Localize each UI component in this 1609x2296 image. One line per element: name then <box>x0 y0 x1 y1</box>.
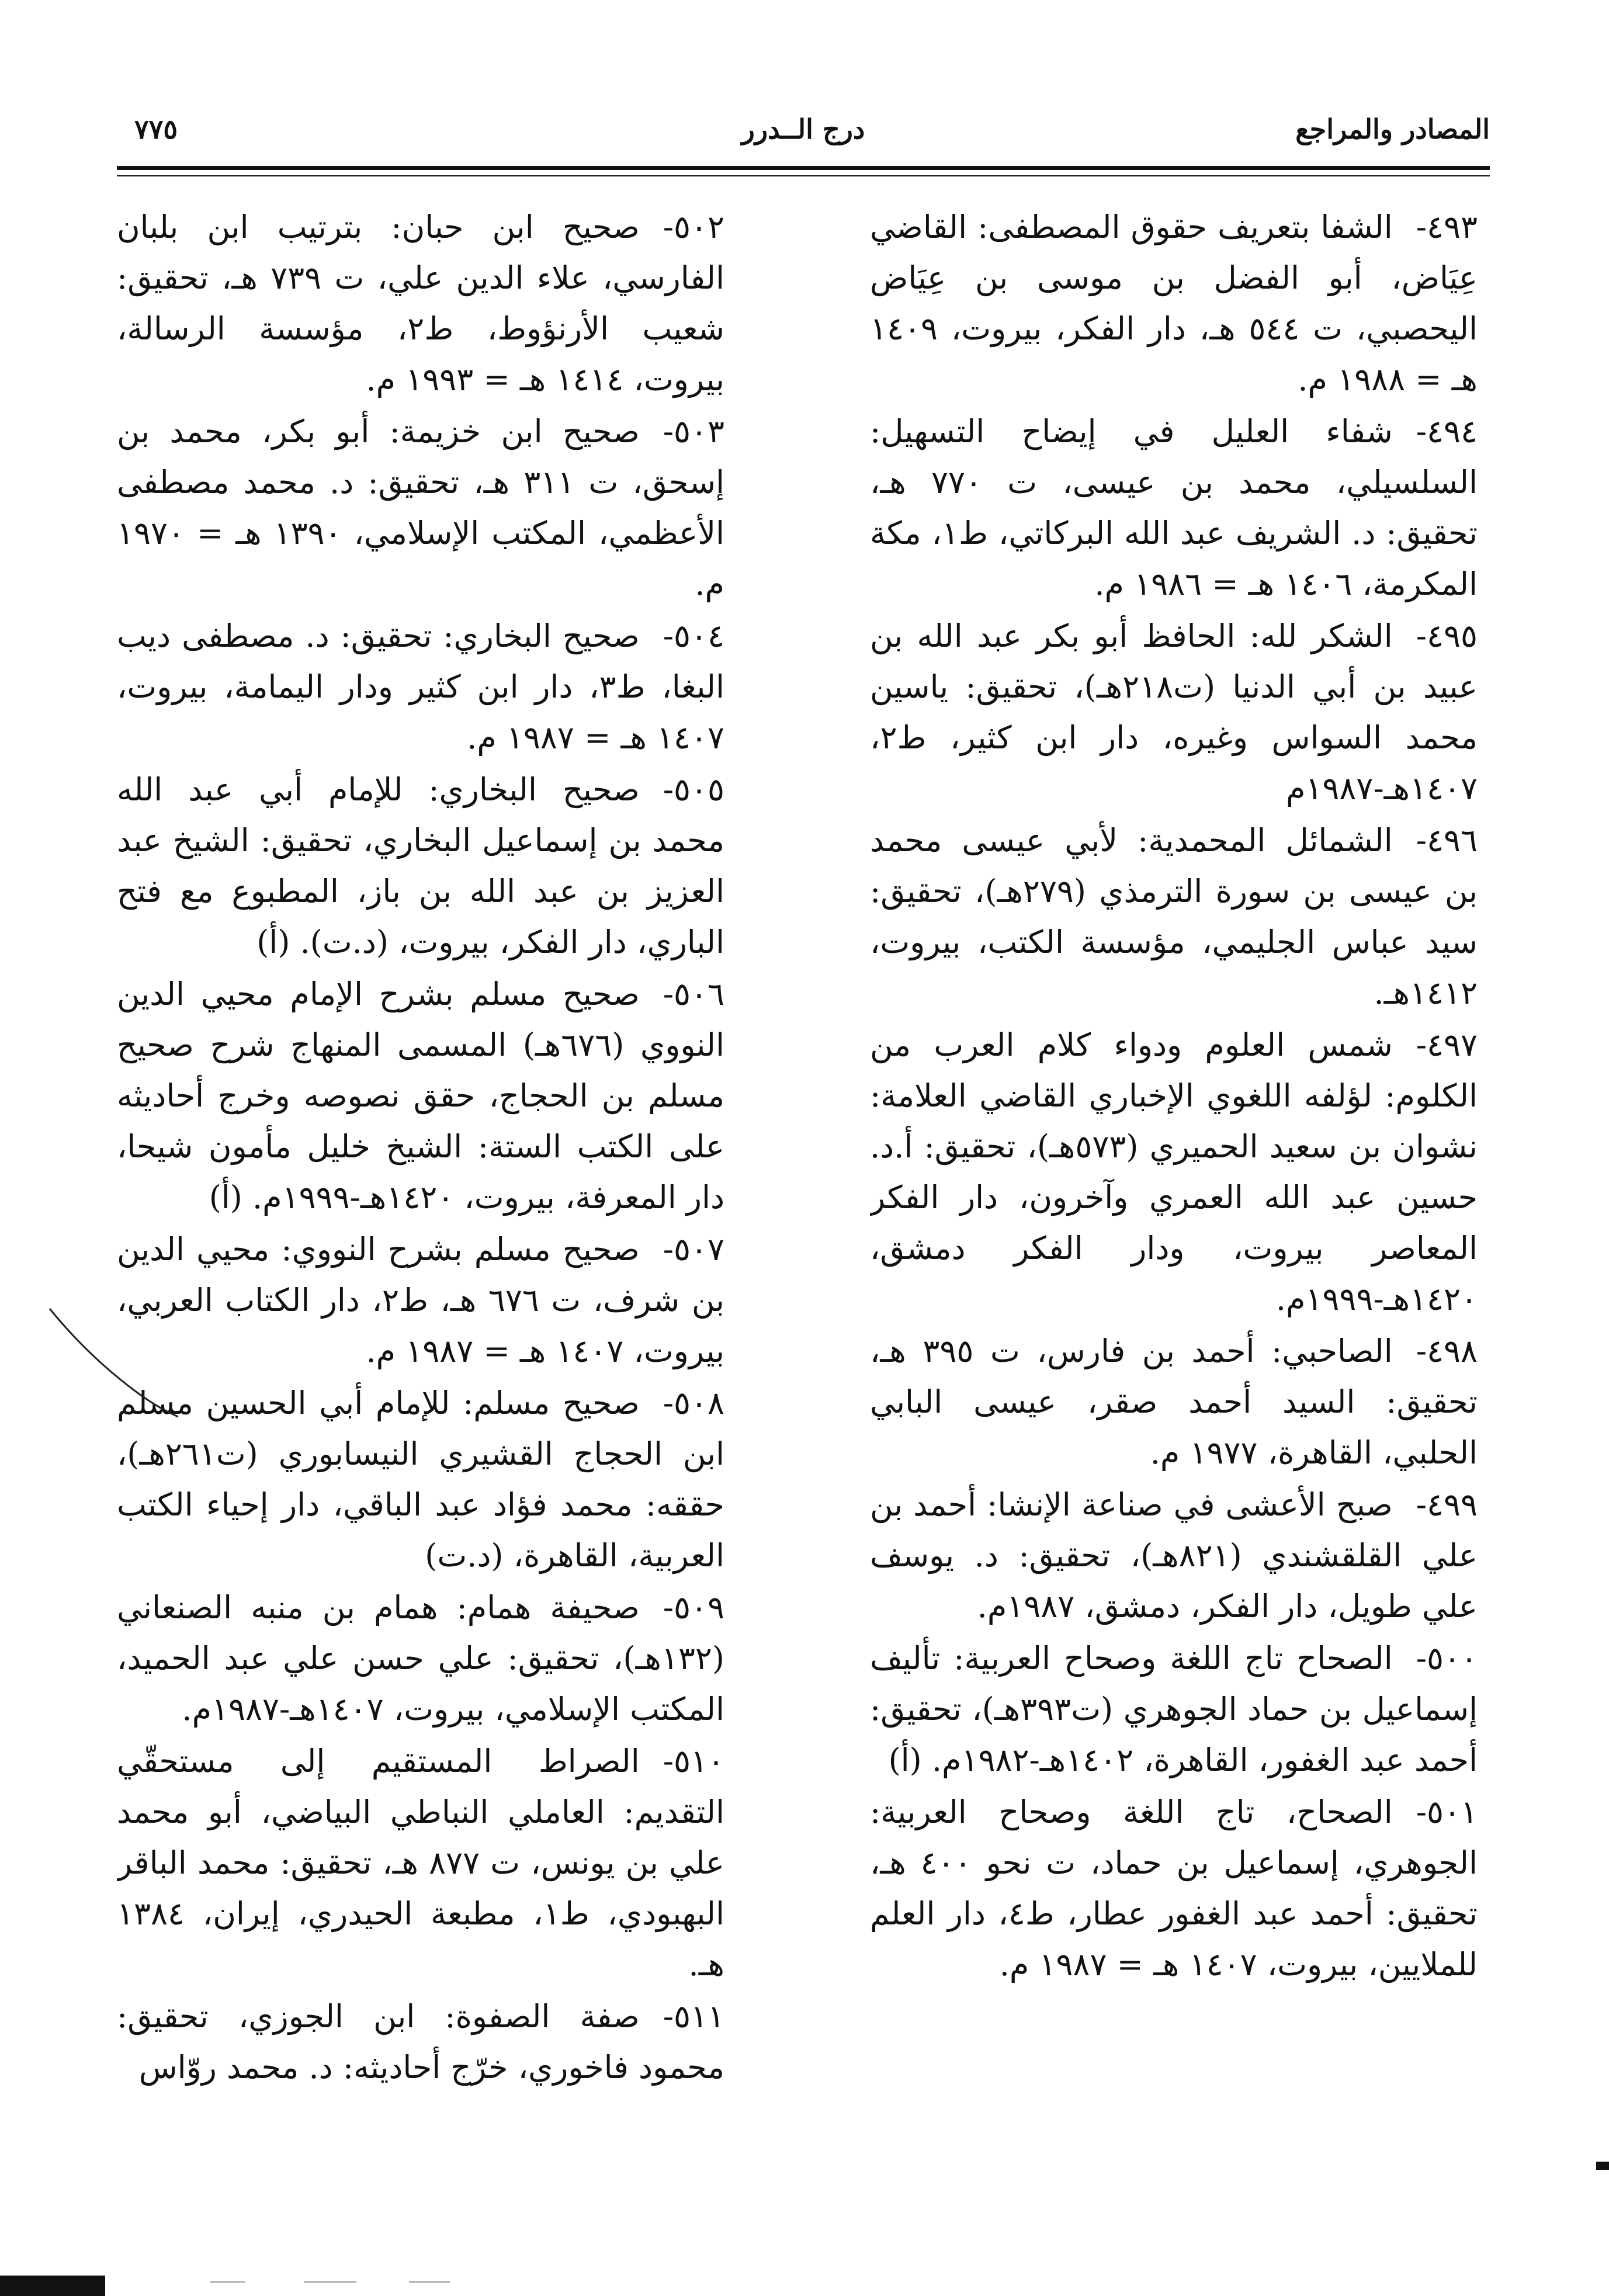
left-column <box>117 202 724 2129</box>
entry-number: ٤٩٧- <box>1416 1026 1478 1063</box>
bibliography-entry <box>870 815 1478 1018</box>
bibliography-entry <box>870 611 1478 814</box>
entry-number: ٤٩٤- <box>1416 413 1478 450</box>
right-column <box>870 202 1478 2129</box>
entry-text: الصحاح، تاج اللغة وصحاح العربية: الجوهري، إسماعيل بن حماد، ت نحو ٤٠٠ هـ، تحقيق: أحمد عبد الغفور عطار، ط٤، دار العلم للملايين، بيروت، ١٤٠٧ هـ = ١٩٨٧ م. <box>870 1794 1478 1983</box>
entry-text: الصراط المستقيم إلى مستحقّي التقديم: العاملي النباطي البياضي، أبو محمد علي بن يونس، ت ٨٧٧ هـ، تحقيق: محمد الباقر البهبودي، ط١، مطبعة الحيدري، إيران، ١٣٨٤ هـ. <box>117 1743 724 1983</box>
entry-number: ٥٠٣- <box>663 413 724 450</box>
bibliography-entry <box>870 1479 1478 1632</box>
bibliography-entry <box>117 202 724 405</box>
entry-number: ٥٠٩- <box>663 1589 724 1626</box>
scan-noise <box>409 2281 450 2283</box>
entry-text: الشمائل المحمدية: لأبي عيسى محمد بن عيسى بن سورة الترمذي (٢٧٩هـ)، تحقيق: سيد عباس الجليمي، مؤسسة الكتب، بيروت، ١٤١٢هـ. <box>870 822 1478 1011</box>
entry-text: صحيح مسلم بشرح الإمام محيي الدين النووي (٦٧٦هـ) المسمى المنهاج شرح صحيح مسلم بن الحجاج، حقق نصوصه وخرج أحاديثه على الكتب الستة: الشيخ خليل مأمون شيحا، دار المعرفة، بيروت، ١٤٢٠هـ-١٩٩٩م. (أ) <box>117 976 724 1216</box>
entry-number: ٤٩٦- <box>1416 822 1478 859</box>
bibliography-entry <box>870 1787 1478 1990</box>
book-title: درج الــدرر <box>741 113 865 145</box>
bibliography-entry <box>117 1378 724 1581</box>
entry-number: ٥٠١- <box>1416 1794 1478 1830</box>
entry-text: صحيح مسلم بشرح النووي: محيي الدين بن شرف، ت ٦٧٦ هـ، ط٢، دار الكتاب العربي، بيروت، ١٤٠٧ هـ = ١٩٨٧ م. <box>117 1231 724 1369</box>
entry-number: ٤٩٩- <box>1416 1486 1478 1523</box>
entry-text: صحيح البخاري: تحقيق: د. مصطفى ديب البغا، ط٣، دار ابن كثير ودار اليمامة، بيروت، ١٤٠٧ هـ = ١٩٨٧ م. <box>117 618 724 756</box>
entry-text: صفة الصفوة: ابن الجوزي، تحقيق: محمود فاخوري، خرّج أحاديثه: د. محمد روّاس <box>117 1998 724 2086</box>
page-number: ٧٧٥ <box>134 113 178 145</box>
entry-text: شفاء العليل في إيضاح التسهيل: السلسيلي، محمد بن عيسى، ت ٧٧٠ هـ، تحقيق: د. الشريف عبد الله البركاتي، ط١، مكة المكرمة، ١٤٠٦ هـ = ١٩٨٦ م. <box>870 413 1478 602</box>
header-rule-thick <box>117 166 1490 170</box>
entry-number: ٥٠٤- <box>663 618 724 654</box>
pen-mark-icon <box>47 1303 181 1420</box>
entry-number: ٥٠٢- <box>663 209 724 245</box>
page-header <box>117 99 1490 164</box>
scan-footer-bar <box>0 2276 105 2296</box>
bibliography-entry <box>117 764 724 967</box>
entry-text: صحيفة همام: همام بن منبه الصنعاني (١٣٢هـ)، تحقيق: علي حسن علي عبد الحميد، المكتب الإسلامي، بيروت، ١٤٠٧هـ-١٩٨٧م. <box>117 1589 724 1728</box>
bibliography-entry <box>117 969 724 1223</box>
entry-text: صبح الأعشى في صناعة الإنشا: أحمد بن علي القلقشندي (٨٢١هـ)، تحقيق: د. يوسف علي طويل، دار الفكر، دمشق، ١٩٨٧م. <box>870 1486 1478 1625</box>
entry-number: ٤٩٥- <box>1416 618 1478 654</box>
entry-text: الشفا بتعريف حقوق المصطفى: القاضي عِيَاض، أبو الفضل بن موسى بن عِيَاض اليحصبي، ت ٥٤٤ هـ، دار الفكر، بيروت، ١٤٠٩ هـ = ١٩٨٨ م. <box>870 209 1478 398</box>
bibliography-entry <box>870 1326 1478 1478</box>
entry-text: صحيح ابن حبان: بترتيب ابن بلبان الفارسي، علاء الدين علي، ت ٧٣٩ هـ، تحقيق: شعيب الأرنؤوط، ط٢، مؤسسة الرسالة، بيروت، ١٤١٤ هـ = ١٩٩٣ م. <box>117 209 724 398</box>
entry-text: صحيح البخاري: للإمام أبي عبد الله محمد بن إسماعيل البخاري، تحقيق: الشيخ عبد العزيز بن عبد الله بن باز، المطبوع مع فتح الباري، دار الفكر، بيروت، (د.ت). (أ) <box>117 771 724 960</box>
section-title: المصادر والمراجع <box>1295 113 1490 145</box>
entry-text: صحيح ابن خزيمة: أبو بكر، محمد بن إسحق، ت ٣١١ هـ، تحقيق: د. محمد مصطفى الأعظمي، المكتب الإسلامي، ١٣٩٠ هـ = ١٩٧٠ م. <box>117 413 724 602</box>
entry-number: ٥١٠- <box>663 1743 724 1780</box>
scan-noise <box>304 2281 356 2283</box>
entry-number: ٥٠٨- <box>663 1385 724 1421</box>
entry-text: صحيح مسلم: للإمام أبي الحسين مسلم ابن الحجاج القشيري النيسابوري (ت٢٦١هـ)، حققه: محمد فؤاد عبد الباقي، دار إحياء الكتب العربية، القاهرة، (د.ت) <box>117 1385 724 1574</box>
entry-number: ٥٠٥- <box>663 771 724 808</box>
bibliography-entry <box>117 1991 724 2093</box>
entry-number: ٥١١- <box>663 1998 724 2035</box>
entry-text: شمس العلوم ودواء كلام العرب من الكلوم: لؤلفه اللغوي الإخباري القاضي العلامة: نشوان بن سعيد الحميري (٥٧٣هـ)، تحقيق: أ.د. حسين عبد الله العمري وآخرون، دار الفكر المعاصر بيروت، ودار الفكر دمشق، ١٤٢٠هـ-١٩٩٩م. <box>870 1026 1478 1317</box>
scan-noise <box>210 2281 245 2283</box>
entry-text: الشكر لله: الحافظ أبو بكر عبد الله بن عبيد بن أبي الدنيا (ت٢١٨هـ)، تحقيق: ياسين محمد السواس وغيره، دار ابن كثير، ط٢، ١٤٠٧هـ-١٩٨٧م <box>870 618 1478 807</box>
entry-number: ٥٠٦- <box>663 976 724 1012</box>
bibliography-entry <box>117 406 724 609</box>
bibliography-entry <box>870 1633 1478 1785</box>
bibliography-entry <box>117 1736 724 1990</box>
entry-number: ٤٩٣- <box>1416 209 1478 245</box>
bibliography-entry <box>117 1582 724 1735</box>
entry-text: الصحاح تاج اللغة وصحاح العربية: تأليف إسماعيل بن حماد الجوهري (ت٣٩٣هـ)، تحقيق: أحمد عبد الغفور، القاهرة، ١٤٠٢هـ-١٩٨٢م. (أ) <box>870 1640 1478 1778</box>
entry-number: ٤٩٨- <box>1416 1333 1478 1369</box>
bibliography-entry <box>870 202 1478 405</box>
scan-edge-mark <box>1596 2162 1609 2170</box>
bibliography-entry <box>117 611 724 763</box>
entry-number: ٥٠٠- <box>1416 1640 1478 1677</box>
entry-text: الصاحبي: أحمد بن فارس، ت ٣٩٥ هـ، تحقيق: السيد أحمد صقر، عيسى البابي الحلبي، القاهرة، ١٩٧٧ م. <box>870 1333 1478 1471</box>
bibliography-entry <box>870 406 1478 609</box>
entry-number: ٥٠٧- <box>663 1231 724 1268</box>
header-rule-thin <box>117 175 1490 176</box>
bibliography-entry <box>117 1224 724 1376</box>
bibliography-entry <box>870 1019 1478 1324</box>
